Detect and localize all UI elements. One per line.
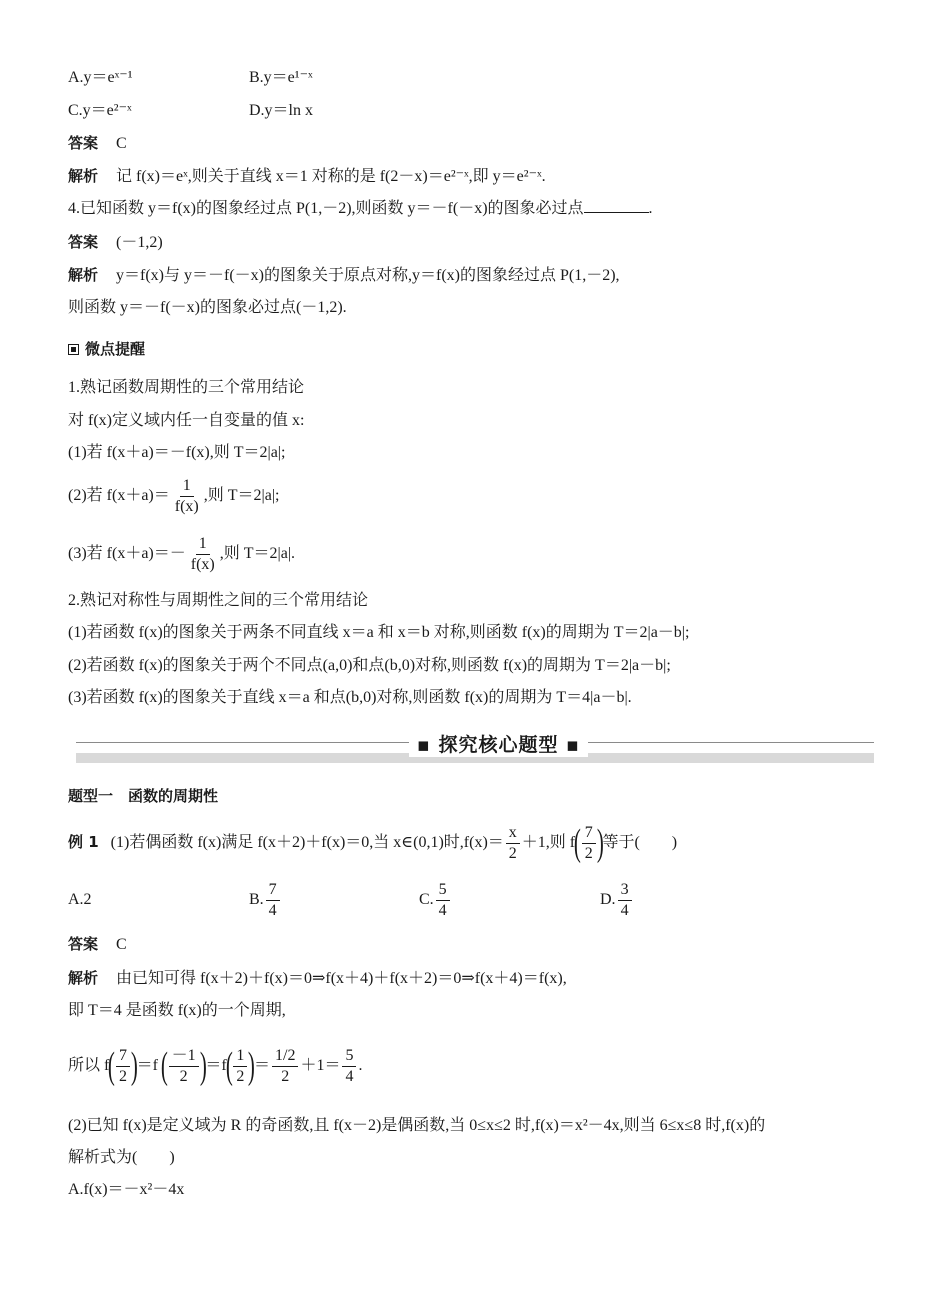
fraction-num: 7 (266, 880, 280, 901)
tips-p2-item2: (2)若函数 f(x)的图象关于两个不同点(a,0)和点(b,0)对称,则函数 f(x)的周期为 T＝2|a－b|; (68, 657, 671, 674)
explain-text: 记 f(x)＝eˣ,则关于直线 x＝1 对称的是 f(2－x)＝e²⁻ˣ,即 y＝e²⁻ˣ. (116, 168, 546, 185)
fraction-num: 5 (342, 1046, 356, 1067)
explain-text: y＝f(x)与 y＝－f(－x)的图象关于原点对称,y＝f(x)的图象经过点 P(1,－2), (116, 267, 620, 284)
fraction (172, 476, 202, 517)
fraction-den: 4 (620, 901, 629, 919)
q3-explain-row (68, 165, 546, 188)
q3-answer-row (68, 132, 127, 155)
q4-explain-line2: 则函数 y＝－f(－x)的图象必过点(－1,2). (68, 299, 347, 316)
fraction (618, 880, 632, 921)
e3-pre: 所以 f (68, 1057, 110, 1074)
q4-explain-row (68, 264, 620, 287)
explain-text: 由已知可得 f(x＋2)＋f(x)＝0⇒f(x＋4)＋f(x＋2)＝0⇒f(x＋4)＝f(x), (116, 970, 567, 987)
banner-title: ▪ 探究核心题型 ▪ (409, 733, 588, 757)
fraction-num: 7 (582, 823, 596, 844)
fraction (342, 1046, 356, 1087)
type1-heading (68, 785, 218, 808)
fraction (116, 1046, 130, 1087)
section-banner (76, 733, 874, 763)
fraction-den: 2 (281, 1067, 290, 1085)
example1-explain-line3: 所以 f( $\frac{7}{2}$ )＝f ( $\frac{-1}{2}$ )＝f( $\frac{1}{2}$ )＝ $\frac{1/2}{2}$ ＋1＝ $\frac{5}{4}$ . (68, 1045, 363, 1088)
example1-answer-row (68, 933, 127, 956)
e3-eq3: ＝ (253, 1057, 270, 1074)
answer-blank (584, 212, 649, 213)
example1-part2-line1: (2)已知 f(x)是定义域为 R 的奇函数,且 f(x－2)是偶函数,当 0≤x≤2 时,f(x)＝x²－4x,则当 6≤x≤8 时,f(x)的 (68, 1117, 766, 1134)
fraction-num: 1 (196, 534, 210, 555)
fraction-den: 2 (236, 1067, 245, 1085)
fraction-num: 7 (116, 1046, 130, 1067)
fraction (233, 1046, 247, 1087)
fraction-num: 3 (618, 880, 632, 901)
explain-label: 解析 (68, 167, 99, 185)
fraction-num: 1 (233, 1046, 247, 1067)
fraction-den: 4 (345, 1067, 354, 1085)
tips-p1-intro: 对 f(x)定义域内任一自变量的值 x: (68, 412, 305, 429)
answer-label: 答案 (68, 233, 99, 251)
q4-stem-end: . (648, 200, 653, 217)
q3-option-b: B.y＝e¹⁻ˣ (249, 69, 313, 86)
fraction (582, 823, 596, 864)
answer-label: 答案 (68, 134, 99, 152)
fraction (188, 534, 218, 575)
tips-p2-item1: (1)若函数 f(x)的图象关于两条不同直线 x＝a 和 x＝b 对称,则函数 f(x)的周期为 T＝2|a－b|; (68, 624, 690, 641)
option-prefix: B. (249, 891, 264, 908)
q4-answer-row (68, 231, 163, 254)
example-text-b: ＋1,则 f (521, 834, 576, 851)
q3-option-a: A.y＝eˣ⁻¹ (68, 69, 133, 86)
answer-value: (－1,2) (116, 234, 163, 251)
example1-part2-line2: 解析式为( ) (68, 1149, 175, 1166)
fraction-den: f(x) (174, 497, 199, 515)
example1-part2-option-a: A.f(x)＝－x²－4x (68, 1181, 185, 1198)
example-text-a: (1)若偶函数 f(x)满足 f(x＋2)＋f(x)＝0,当 x∈(0,1)时,f(x)＝ (110, 834, 504, 851)
example1-option-a: A.2 (68, 891, 92, 908)
fraction-den: 4 (268, 901, 277, 919)
item2-post: ,则 T＝2|a|; (203, 487, 280, 504)
item2-pre: (2)若 f(x＋a)＝ (68, 487, 170, 504)
fraction-num: 1 (180, 476, 194, 497)
example1-option-c (419, 877, 452, 923)
fraction-num: 5 (436, 880, 450, 901)
tips-heading-text: 微点提醒 (85, 340, 146, 358)
fraction-num: 1/2 (272, 1046, 298, 1067)
fraction-num: x (506, 823, 520, 844)
example-text-c: 等于( ) (602, 834, 678, 851)
option-prefix: C. (419, 891, 434, 908)
q3-option-c: C.y＝e²⁻ˣ (68, 102, 132, 119)
q4-stem (68, 198, 653, 220)
answer-value: C (116, 936, 127, 953)
answer-value: C (116, 135, 127, 152)
fraction-den: 2 (508, 844, 517, 862)
tips-p1-item1: (1)若 f(x＋a)＝－f(x),则 T＝2|a|; (68, 444, 286, 461)
tips-heading (68, 338, 145, 361)
e3-end: . (358, 1057, 363, 1074)
e3-eq1: ＝f (136, 1057, 162, 1074)
explain-label: 解析 (68, 969, 99, 987)
example1-stem: 例 1 (1)若偶函数 f(x)满足 f(x＋2)＋f(x)＝0,当 x∈(0,1)时,f(x)＝ $\frac{x}{2}$ ＋1,则 f( $\frac{7}{2}$ )等于( ) (68, 822, 678, 865)
answer-label: 答案 (68, 935, 99, 953)
tips-p1-title: 1.熟记函数周期性的三个常用结论 (68, 379, 305, 396)
fraction (436, 880, 450, 921)
fraction-den: 2 (119, 1067, 127, 1085)
fraction (272, 1046, 298, 1087)
e3-eq2: ＝f (205, 1057, 227, 1074)
example1-explain-line2: 即 T＝4 是函数 f(x)的一个周期, (68, 1002, 286, 1019)
fraction-den: f(x) (190, 555, 215, 573)
tips-p1-item2 (68, 474, 279, 518)
e3-eq4: ＋1＝ (300, 1057, 341, 1074)
example1-explain-row (68, 967, 567, 990)
q4-stem-text: 4.已知函数 y＝f(x)的图象经过点 P(1,－2),则函数 y＝－f(－x)的图象必过点 (68, 200, 584, 217)
tips-p1-item3 (68, 532, 295, 576)
example-label: 例 1 (68, 833, 99, 851)
type1-heading-text: 题型一 函数的周期性 (68, 787, 219, 805)
fraction (266, 880, 280, 921)
tips-p2-title: 2.熟记对称性与周期性之间的三个常用结论 (68, 592, 369, 609)
fraction (169, 1046, 199, 1087)
option-prefix: D. (600, 891, 616, 908)
example1-option-d (600, 877, 634, 923)
q3-option-d: D.y＝ln x (249, 102, 314, 119)
fraction-den: 4 (438, 901, 447, 919)
fraction (506, 823, 520, 864)
item3-pre: (3)若 f(x＋a)＝－ (68, 545, 186, 562)
fraction-den: 2 (584, 844, 593, 862)
square-bullet-icon (68, 344, 79, 355)
tips-p2-item3: (3)若函数 f(x)的图象关于直线 x＝a 和点(b,0)对称,则函数 f(x)的周期为 T＝4|a－b|. (68, 689, 632, 706)
fraction-num: －1 (169, 1046, 199, 1067)
explain-label: 解析 (68, 266, 99, 284)
fraction-den: 2 (179, 1067, 188, 1085)
example1-option-b (249, 877, 282, 923)
item3-post: ,则 T＝2|a|. (219, 545, 296, 562)
